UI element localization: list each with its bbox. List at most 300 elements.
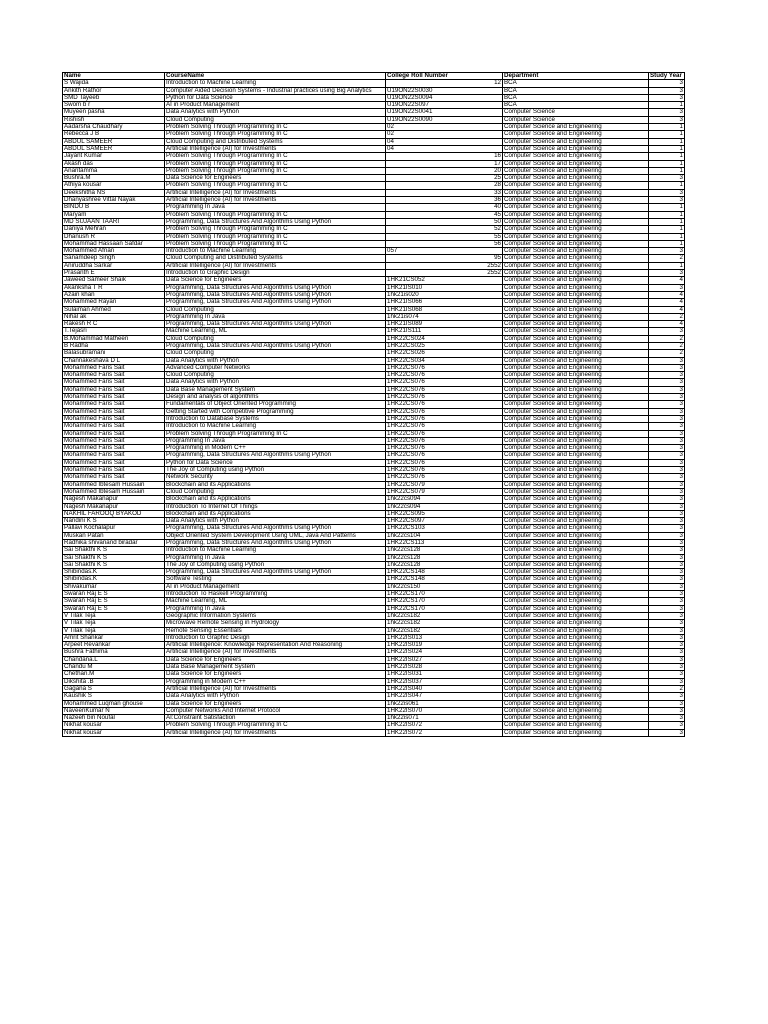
department-cell: Computer Science and Engineering — [503, 642, 649, 649]
study-year-cell: 1 — [649, 233, 685, 240]
study-year-cell: 2 — [649, 342, 685, 349]
roll-number-cell: 12 — [386, 80, 503, 87]
roll-number-cell: 17 — [386, 160, 503, 167]
department-cell: Computer Science and Engineering — [503, 226, 649, 233]
department-cell: Computer Science and Engineering — [503, 474, 649, 481]
study-year-cell: 3 — [649, 503, 685, 510]
course-name-cell: Programming, Data Structures And Algorithms Using Python — [165, 299, 386, 306]
name-cell: Mohammed Faris Sait — [63, 408, 165, 415]
roll-number-cell: 20 — [386, 167, 503, 174]
department-cell: Computer Science and Engineering — [503, 167, 649, 174]
table-row — [63, 678, 685, 685]
roll-number-cell: 16 — [386, 153, 503, 160]
name-cell: Mohammed Faris Sait — [63, 467, 165, 474]
course-name-cell: Remote Sensing Essentials — [165, 627, 386, 634]
name-cell: Nandini K S — [63, 518, 165, 525]
course-name-cell: Data Analytics with Python — [165, 109, 386, 116]
table-row — [63, 182, 685, 189]
table-row — [63, 554, 685, 561]
name-cell: Deekshitha NS — [63, 189, 165, 196]
study-year-cell: 3 — [649, 408, 685, 415]
roll-number-cell: 1HK22IS024 — [386, 649, 503, 656]
table-row — [63, 569, 685, 576]
course-name-cell: Blockchain and its Applications — [165, 496, 386, 503]
roll-number-cell: 1HK22CS076 — [386, 467, 503, 474]
department-cell: BCA — [503, 102, 649, 109]
name-cell: BINDU B — [63, 204, 165, 211]
header-study-year: Study Year — [649, 73, 685, 80]
course-name-cell: Geographic Information Systems — [165, 612, 386, 619]
course-name-cell: Introduction to Machine Learning — [165, 423, 386, 430]
course-name-cell: Programming in Modern C++ — [165, 445, 386, 452]
study-year-cell: 3 — [649, 700, 685, 707]
table-row — [63, 627, 685, 634]
course-name-cell: Programming In Java — [165, 437, 386, 444]
roll-number-cell: 1hk22cs150 — [386, 583, 503, 590]
department-cell: Computer Science and Engineering — [503, 138, 649, 145]
course-name-cell: Artificial Intelligence (AI) for Investments — [165, 197, 386, 204]
roll-number-cell: 1HK22CS113 — [386, 540, 503, 547]
name-cell: ABDUL SAMEER — [63, 138, 165, 145]
table-row — [63, 145, 685, 152]
study-year-cell: 3 — [649, 649, 685, 656]
roll-number-cell: 1HK22CS076 — [386, 452, 503, 459]
roll-number-cell: 1hk22cs182 — [386, 620, 503, 627]
roll-number-cell: 1HK22CS076 — [386, 394, 503, 401]
name-cell: Kaushik S — [63, 693, 165, 700]
name-cell: Mohammed Faris Sait — [63, 459, 165, 466]
table-row — [63, 634, 685, 641]
department-cell: Computer Science and Engineering — [503, 503, 649, 510]
table-row — [63, 116, 685, 123]
department-cell: Computer Science and Engineering — [503, 182, 649, 189]
name-cell: V Tilak Teja — [63, 612, 165, 619]
name-cell: Nikhat kousar — [63, 722, 165, 729]
roll-number-cell: 1HK22CS076 — [386, 386, 503, 393]
study-year-cell: 3 — [649, 561, 685, 568]
roll-number-cell: 1HK22CS026 — [386, 350, 503, 357]
roll-number-cell: 1HK21IS010 — [386, 284, 503, 291]
table-row — [63, 131, 685, 138]
roll-number-cell: U19ON22S0041 — [386, 109, 503, 116]
name-cell: Mohammed Faris Sait — [63, 401, 165, 408]
roll-number-cell: 1hk22cs094 — [386, 503, 503, 510]
name-cell: Swom b r — [63, 102, 165, 109]
table-row — [63, 722, 685, 729]
table-row — [63, 291, 685, 298]
roll-number-cell: 1HK22CS076 — [386, 408, 503, 415]
table-row — [63, 620, 685, 627]
course-name-cell: Programming, Data Structures And Algorithms Using Python — [165, 452, 386, 459]
course-name-cell: Cloud Computing — [165, 488, 386, 495]
name-cell: Nihal ak — [63, 313, 165, 320]
roll-number-cell: 1hk22cs128 — [386, 561, 503, 568]
name-cell: Maryam — [63, 211, 165, 218]
roll-number-cell: 1HK22CS079 — [386, 488, 503, 495]
table-row — [63, 605, 685, 612]
study-year-cell: 3 — [649, 569, 685, 576]
name-cell: Dhanush R — [63, 233, 165, 240]
name-cell: Athiya kousar — [63, 182, 165, 189]
table-row — [63, 488, 685, 495]
department-cell: Computer Science and Engineering — [503, 722, 649, 729]
name-cell: Dhanyashree Vittal Nayak — [63, 197, 165, 204]
table-row — [63, 248, 685, 255]
department-cell: Computer Science and Engineering — [503, 342, 649, 349]
department-cell: Computer Science and Engineering — [503, 277, 649, 284]
table-row — [63, 80, 685, 87]
table-row — [63, 707, 685, 714]
department-cell: Computer Science and Engineering — [503, 700, 649, 707]
table-row — [63, 525, 685, 532]
roll-number-cell: 1hk22cs182 — [386, 627, 503, 634]
name-cell: Radhika shivanand biradar — [63, 540, 165, 547]
name-cell: Mohammed Faris Sait — [63, 364, 165, 371]
roll-number-cell: 1HK22CS103 — [386, 525, 503, 532]
course-name-cell: Cloud Computing — [165, 116, 386, 123]
table-row — [63, 540, 685, 547]
table-row — [63, 270, 685, 277]
table-row — [63, 167, 685, 174]
study-year-cell: 3 — [649, 722, 685, 729]
course-name-cell: Artificial Intelligence (AI) for Investments — [165, 145, 386, 152]
department-cell: Computer Science and Engineering — [503, 612, 649, 619]
course-name-cell: Getting Started with Competitive Programming — [165, 408, 386, 415]
table-row — [63, 364, 685, 371]
course-name-cell: The Joy of Computing using Python — [165, 561, 386, 568]
department-cell: Computer Science and Engineering — [503, 408, 649, 415]
course-name-cell: Microwave Remote Sensing in Hydrology — [165, 620, 386, 627]
course-name-cell: Introduction to Machine Learning — [165, 248, 386, 255]
course-name-cell: Data Science for Engineers — [165, 656, 386, 663]
table-row — [63, 255, 685, 262]
course-name-cell: Problem Solving Through Programming In C — [165, 233, 386, 240]
course-name-cell: Introduction to Graphic Design — [165, 270, 386, 277]
study-year-cell: 1 — [649, 131, 685, 138]
name-cell: Jayant Kumar — [63, 153, 165, 160]
study-year-cell: 3 — [649, 372, 685, 379]
table-row — [63, 408, 685, 415]
study-year-cell: 2 — [649, 313, 685, 320]
table-row — [63, 372, 685, 379]
department-cell: Computer Science and Engineering — [503, 415, 649, 422]
study-year-cell: 3 — [649, 510, 685, 517]
study-year-cell: 3 — [649, 627, 685, 634]
name-cell: Bushra.M — [63, 175, 165, 182]
study-year-cell: 3 — [649, 87, 685, 94]
roll-number-cell: 1HK22CS076 — [386, 364, 503, 371]
study-year-cell: 3 — [649, 612, 685, 619]
course-name-cell: Introduction to Machine Learning — [165, 547, 386, 554]
department-cell: Computer Science and Engineering — [503, 707, 649, 714]
table-row — [63, 277, 685, 284]
department-cell: BCA — [503, 87, 649, 94]
roll-number-cell: 1hk22cs182 — [386, 612, 503, 619]
department-cell: Computer Science and Engineering — [503, 452, 649, 459]
table-row — [63, 357, 685, 364]
name-cell: Swaran Raj E S — [63, 605, 165, 612]
roll-number-cell: 1HK22IS040 — [386, 685, 503, 692]
department-cell: Computer Science and Engineering — [503, 321, 649, 328]
roll-number-cell: 33 — [386, 189, 503, 196]
table-row — [63, 204, 685, 211]
roll-number-cell: 1HK22CS076 — [386, 415, 503, 422]
name-cell: S Wajida — [63, 80, 165, 87]
department-cell: BCA — [503, 80, 649, 87]
course-name-cell: Data Science for Engineers — [165, 700, 386, 707]
table-row — [63, 401, 685, 408]
department-cell: Computer Science and Engineering — [503, 131, 649, 138]
name-cell: Mohammed Faris Sait — [63, 437, 165, 444]
name-cell: Akanksha T R — [63, 284, 165, 291]
study-year-cell: 3 — [649, 642, 685, 649]
table-row — [63, 87, 685, 94]
study-year-cell: 3 — [649, 496, 685, 503]
table-row — [63, 503, 685, 510]
study-year-cell: 1 — [649, 124, 685, 131]
name-cell: Nikhat kousar — [63, 729, 165, 736]
department-cell: Computer Science and Engineering — [503, 350, 649, 357]
study-year-cell: 3 — [649, 94, 685, 101]
course-name-cell: Data Analytics with Python — [165, 693, 386, 700]
header-college-roll-number: College Roll Number — [386, 73, 503, 80]
department-cell: Computer Science and Engineering — [503, 547, 649, 554]
roll-number-cell: 52 — [386, 226, 503, 233]
department-cell: Computer Science and Engineering — [503, 488, 649, 495]
table-row — [63, 415, 685, 422]
roll-number-cell: 1HK22CS170 — [386, 598, 503, 605]
study-year-cell: 2 — [649, 335, 685, 342]
course-name-cell: Problem Solving Through Programming In C — [165, 182, 386, 189]
table-row — [63, 124, 685, 131]
table-row — [63, 284, 685, 291]
name-cell: Nagesh Makanapur — [63, 503, 165, 510]
study-year-cell: 3 — [649, 554, 685, 561]
study-year-cell: 3 — [649, 445, 685, 452]
department-cell: Computer Science and Engineering — [503, 620, 649, 627]
name-cell: B.Mohammad Matheen — [63, 335, 165, 342]
table-row — [63, 642, 685, 649]
department-cell: Computer Science and Engineering — [503, 299, 649, 306]
course-name-cell: Data Science for Engineers — [165, 671, 386, 678]
course-name-cell: Programming, Data Structures And Algorithms Using Python — [165, 284, 386, 291]
course-name-cell: Problem Solving Through Programming In C — [165, 153, 386, 160]
name-cell: Swaran Raj E S — [63, 598, 165, 605]
study-year-cell: 3 — [649, 423, 685, 430]
roll-number-cell: 1HK22CS076 — [386, 423, 503, 430]
course-name-cell: Introduction To Internet Of Things — [165, 503, 386, 510]
department-cell: Computer Science and Engineering — [503, 569, 649, 576]
name-cell: Daniya Mehran — [63, 226, 165, 233]
name-cell: Mohammed Ibtesam Hussain — [63, 481, 165, 488]
course-name-cell: AI in Product Management — [165, 583, 386, 590]
table-row — [63, 459, 685, 466]
table-row — [63, 109, 685, 116]
course-name-cell: Programming, Data Structures And Algorithms Using Python — [165, 321, 386, 328]
course-name-cell: Data Base Management System — [165, 386, 386, 393]
study-year-cell: 1 — [649, 102, 685, 109]
study-year-cell: 2 — [649, 255, 685, 262]
study-year-cell: 3 — [649, 693, 685, 700]
department-cell: Computer Science and Engineering — [503, 423, 649, 430]
department-cell: Computer Science and Engineering — [503, 233, 649, 240]
department-cell: Computer Science and Engineering — [503, 160, 649, 167]
roll-number-cell: 1HK22CS034 — [386, 357, 503, 364]
table-row — [63, 496, 685, 503]
table-row — [63, 262, 685, 269]
department-cell: Computer Science and Engineering — [503, 510, 649, 517]
roll-number-cell: 1HK22CS076 — [386, 474, 503, 481]
department-cell: Computer Science and Engineering — [503, 430, 649, 437]
roll-number-cell: 95 — [386, 255, 503, 262]
course-name-cell: Artificial Intelligence (AI) for Investments — [165, 189, 386, 196]
table-row — [63, 321, 685, 328]
table-row — [63, 576, 685, 583]
name-cell: Sai Shakthi K S — [63, 554, 165, 561]
course-name-cell: Computer Aided Decision Systems - Industrial practices using Big Analytics — [165, 87, 386, 94]
name-cell: Mohammed Faris Sait — [63, 445, 165, 452]
name-cell: Mohammed Faris Sait — [63, 423, 165, 430]
table-row — [63, 233, 685, 240]
name-cell: Mohammed Luqman ghouse — [63, 700, 165, 707]
course-name-cell: Programming, Data Structures And Algorithms Using Python — [165, 540, 386, 547]
course-name-cell: Software Testing — [165, 576, 386, 583]
course-name-cell: Machine Learning, ML — [165, 328, 386, 335]
roll-number-cell: 1HK22IS028 — [386, 664, 503, 671]
table-row — [63, 591, 685, 598]
roll-number-cell: 1HK21IS068 — [386, 306, 503, 313]
department-cell: Computer Science and Engineering — [503, 124, 649, 131]
roll-number-cell: 1HK22CS095 — [386, 510, 503, 517]
name-cell: Akash das — [63, 160, 165, 167]
table-row — [63, 342, 685, 349]
study-year-cell: 3 — [649, 715, 685, 722]
department-cell: Computer Science and Engineering — [503, 715, 649, 722]
roll-number-cell: 55 — [386, 233, 503, 240]
name-cell: Sanamdeep Singh — [63, 255, 165, 262]
department-cell: Computer Science and Engineering — [503, 467, 649, 474]
table-row — [63, 153, 685, 160]
roll-number-cell: 1hk21is020 — [386, 291, 503, 298]
study-year-cell: 3 — [649, 678, 685, 685]
table-row — [63, 94, 685, 101]
table-row — [63, 715, 685, 722]
name-cell: Nazeeh bin Noufal — [63, 715, 165, 722]
table-row — [63, 430, 685, 437]
roll-number-cell: 1HK22CS076 — [386, 445, 503, 452]
roll-number-cell: 2552 — [386, 270, 503, 277]
roll-number-cell: 1hk22cs128 — [386, 547, 503, 554]
course-name-cell: Data Base Management System — [165, 664, 386, 671]
study-year-cell: 3 — [649, 328, 685, 335]
course-name-cell: Programming in Modern C++ — [165, 678, 386, 685]
roll-number-cell: 1HK21CS052 — [386, 277, 503, 284]
study-year-cell: 3 — [649, 671, 685, 678]
study-year-cell: 2 — [649, 350, 685, 357]
study-year-cell: 3 — [649, 576, 685, 583]
table-row — [63, 350, 685, 357]
department-cell: Computer Science and Engineering — [503, 554, 649, 561]
roll-number-cell: U19ON22S0030 — [386, 87, 503, 94]
study-year-cell: 3 — [649, 605, 685, 612]
study-year-cell: 4 — [649, 291, 685, 298]
course-name-cell: Blockchain and its Applications — [165, 510, 386, 517]
course-name-cell: Programming, Data Structures And Algorithms Using Python — [165, 342, 386, 349]
name-cell: Dikshita .B — [63, 678, 165, 685]
study-year-cell: 3 — [649, 248, 685, 255]
table-row — [63, 211, 685, 218]
study-year-cell: 1 — [649, 153, 685, 160]
course-name-cell: Data Analytics with Python — [165, 357, 386, 364]
course-name-cell: Data Analytics with Python — [165, 379, 386, 386]
department-cell: Computer Science and Engineering — [503, 394, 649, 401]
study-year-cell: 3 — [649, 379, 685, 386]
roll-number-cell: 1hk21is074 — [386, 313, 503, 320]
roll-number-cell: 1HK22CS148 — [386, 576, 503, 583]
table-row — [63, 474, 685, 481]
table-row — [63, 467, 685, 474]
name-cell: Shibindas.K — [63, 576, 165, 583]
table-row — [63, 583, 685, 590]
header-name: Name — [63, 73, 165, 80]
roll-number-cell: 1HK22IS072 — [386, 729, 503, 736]
department-cell: Computer Science and Engineering — [503, 693, 649, 700]
study-year-cell: 3 — [649, 729, 685, 736]
roll-number-cell: 1HK21IS066 — [386, 299, 503, 306]
table-row — [63, 532, 685, 539]
header-course-name: CourseName — [165, 73, 386, 80]
course-name-cell: Artificial Intelligence (AI) for Investments — [165, 262, 386, 269]
study-year-cell: 1 — [649, 262, 685, 269]
table-row — [63, 693, 685, 700]
department-cell: Computer Science and Engineering — [503, 445, 649, 452]
department-cell: Computer Science and Engineering — [503, 153, 649, 160]
table-row — [63, 386, 685, 393]
department-cell: Computer Science and Engineering — [503, 284, 649, 291]
table-row — [63, 518, 685, 525]
roll-number-cell: 1hk22cs104 — [386, 532, 503, 539]
study-year-cell: 3 — [649, 386, 685, 393]
roll-number-cell: 1HK22IS031 — [386, 671, 503, 678]
name-cell: Mohammed Afnan — [63, 248, 165, 255]
course-name-cell: Blockchain and its Applications — [165, 481, 386, 488]
course-name-cell: Programming, Data Structures And Algorithms Using Python — [165, 525, 386, 532]
course-name-cell: Problem Solving Through Programming In C — [165, 240, 386, 247]
study-year-cell: 1 — [649, 226, 685, 233]
roll-number-cell: 28 — [386, 182, 503, 189]
department-cell: Computer Science and Engineering — [503, 576, 649, 583]
study-year-cell: 3 — [649, 401, 685, 408]
course-name-cell: Cloud Computing — [165, 306, 386, 313]
course-name-cell: Cloud Computing and Distributed Systems — [165, 255, 386, 262]
department-cell: Computer Science and Engineering — [503, 357, 649, 364]
roll-number-cell: 1hk22cs094 — [386, 496, 503, 503]
course-name-cell: Computer Networks And Internet Protocol — [165, 707, 386, 714]
name-cell: Swaran Raj E S — [63, 591, 165, 598]
roll-number-cell: 02 — [386, 131, 503, 138]
course-name-cell: Design and analysis of algorithms — [165, 394, 386, 401]
table-row — [63, 299, 685, 306]
name-cell: Mohammed Faris Sait — [63, 452, 165, 459]
header-row — [63, 73, 685, 80]
table-row — [63, 729, 685, 736]
department-cell: Computer Science and Engineering — [503, 525, 649, 532]
roll-number-cell: 1HK22IS013 — [386, 634, 503, 641]
roll-number-cell: 02 — [386, 124, 503, 131]
name-cell: Mohammed Faris Sait — [63, 379, 165, 386]
roll-number-cell: 1HK22CS076 — [386, 379, 503, 386]
name-cell: Arpeet Revankar — [63, 642, 165, 649]
